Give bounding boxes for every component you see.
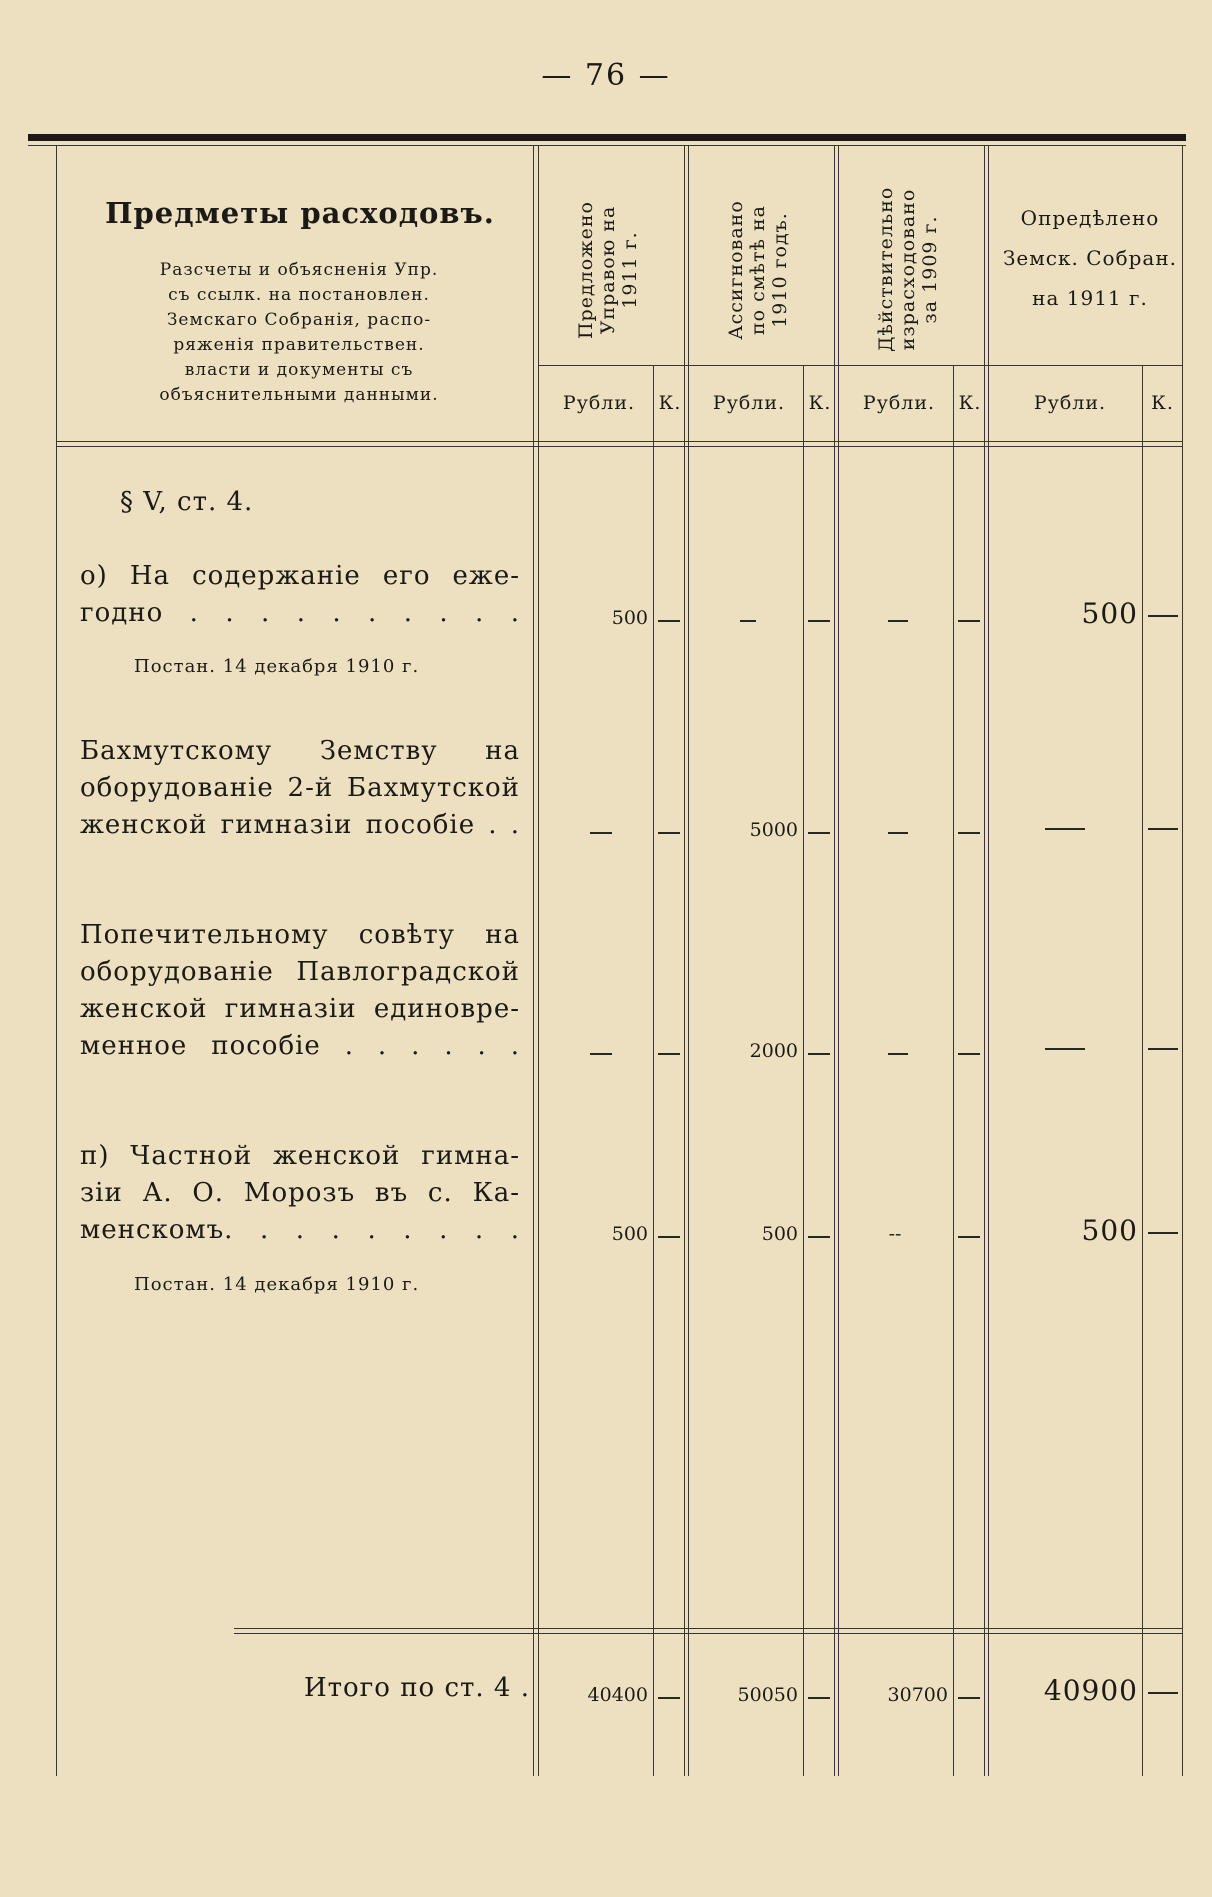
subject-column-note: Разсчеты и объясненія Упр. съ ссылк. на постановлен. Земскаго Собранія, распо- ряженія правительствен. власти и документы съ объяснительными данными. <box>159 260 439 405</box>
defined-rubles: 500 <box>1081 1214 1138 1247</box>
unit-kopeks: К. <box>808 392 832 414</box>
total-proposed-kop-dash <box>658 1697 680 1699</box>
column-divider <box>838 146 839 1776</box>
proposed-kop-dash <box>658 620 680 622</box>
row-text: Бахмутскому Земству на оборудованіе 2-й Бахмутской женской гимназіи пособіе . . <box>80 736 520 840</box>
assigned-rubles: 500 <box>761 1223 798 1245</box>
actual-kop-dash <box>958 832 980 834</box>
assigned-kop-dash <box>808 1053 830 1055</box>
defined-kop-dash <box>1148 1232 1178 1234</box>
kop-divider <box>653 366 654 1776</box>
assigned-rubles: 2000 <box>749 1040 798 1062</box>
header-subdivider <box>538 365 1182 366</box>
column-divider <box>684 146 685 1776</box>
assigned-kop-dash <box>808 620 830 622</box>
actual-rubles-dash <box>888 620 908 622</box>
row-note: Постан. 14 декабря 1910 г. <box>134 1274 420 1295</box>
row-text: о) На содержаніе его еже- годно . . . . . . . . . . <box>80 561 520 628</box>
defined-kop-dash <box>1148 1048 1178 1050</box>
defined-kop-dash <box>1148 615 1178 617</box>
column-divider <box>984 146 985 1776</box>
proposed-rubles: 500 <box>611 1223 648 1245</box>
proposed-kop-dash <box>658 1053 680 1055</box>
defined-rubles-dash <box>1045 828 1085 830</box>
row-text: п) Частной женской гимна- зіи А. О. Морозъ въ с. Ка- менскомъ. . . . . . . . . <box>80 1141 520 1245</box>
column-divider <box>688 146 689 1776</box>
row-note: Постан. 14 декабря 1910 г. <box>134 656 420 677</box>
unit-rubles: Рубли. <box>862 392 936 414</box>
page-number: — 76 — <box>541 58 671 93</box>
table-left-border <box>56 146 57 1776</box>
row-text: Попечительному совѣту на оборудованіе Павлоградской женской гимназіи единовре- менное пособіе . . . . . . <box>80 920 520 1061</box>
defined-kop-dash <box>1148 828 1178 830</box>
total-proposed-rubles: 40400 <box>587 1684 648 1706</box>
unit-kopeks: К. <box>958 392 982 414</box>
proposed-kop-dash <box>658 832 680 834</box>
section-title: § V, ст. 4. <box>120 487 254 517</box>
column-divider <box>834 146 835 1776</box>
total-actual-rubles: 30700 <box>887 1684 948 1706</box>
assigned-rubles-dash <box>740 620 756 622</box>
total-label: Итого по ст. 4 . <box>303 1673 530 1703</box>
kop-divider <box>803 366 804 1776</box>
actual-kop-dash <box>958 1053 980 1055</box>
top-rule-thin <box>28 145 1186 146</box>
header-bottom-rule <box>56 441 1182 442</box>
proposed-kop-dash <box>658 1236 680 1238</box>
total-rule <box>234 1633 1182 1634</box>
column-divider <box>538 146 539 1776</box>
unit-rubles: Рубли. <box>562 392 636 414</box>
unit-kopeks: К. <box>658 392 682 414</box>
actual-rubles-dash <box>888 832 908 834</box>
total-defined-rubles: 40900 <box>1043 1674 1138 1707</box>
defined-column-header: Опредѣлено Земск. Собран. на 1911 г. <box>1002 206 1178 310</box>
total-rule <box>234 1628 1182 1629</box>
assigned-kop-dash <box>808 832 830 834</box>
kop-divider <box>953 366 954 1776</box>
top-rule <box>28 134 1186 141</box>
unit-rubles: Рубли. <box>1033 392 1107 414</box>
actual-kop-dash <box>958 620 980 622</box>
unit-kopeks: К. <box>1151 392 1174 414</box>
actual-rubles: -- <box>888 1223 902 1245</box>
assigned-rubles: 5000 <box>749 819 798 841</box>
column-divider <box>533 146 534 1776</box>
kop-divider <box>1142 366 1143 1776</box>
document-page: — 76 — Предметы расходовъ. Разсчеты и объясненія Упр. съ ссылк. на постановлен. Земскаго Собранія, распо- ряженія правительствен. власти и документы съ объяснительными данными. Предложено Управою на 1911 г. Ассигновано по смѣтѣ на 1910 годъ. Дѣйствительно израсходовано за 1909 г. Опредѣлено Земск. Собран. на 1911 г. Рубли. К. Рубли. К. Рубли. К. Рубли. К. § V, ст. 4. о) На содержаніе его еже- годно . . . . . . . . . . Постан. 14 декабря 1910 г. 500 500 Бахмутскому Земству на оборудованіе 2-й Бахмутской женской гимназіи пособіе . . 5000 Попечительному совѣту на оборудованіе Павлоградской женской гимназіи единовре- менное пособіе . . . . . . 2000 п) Частной женской гимна- зіи А. О. Морозъ въ с. Ка- менскомъ. . . . . . . . . Постан. 14 декабря 1910 г. 500 500 -- 500 Итого по ст. 4 . 40400 50050 30700 40900 <box>0 0 1212 1897</box>
proposed-rubles-dash <box>590 832 612 834</box>
actual-kop-dash <box>958 1236 980 1238</box>
total-assigned-kop-dash <box>808 1697 830 1699</box>
subject-column-title: Предметы расходовъ. <box>105 196 495 230</box>
table-right-border <box>1182 146 1183 1776</box>
proposed-rubles: 500 <box>611 607 648 629</box>
header-bottom-rule <box>56 446 1182 447</box>
assigned-kop-dash <box>808 1236 830 1238</box>
actual-rubles-dash <box>888 1053 908 1055</box>
defined-rubles-dash <box>1045 1048 1085 1050</box>
total-actual-kop-dash <box>958 1697 980 1699</box>
total-defined-kop-dash <box>1148 1692 1178 1694</box>
defined-rubles: 500 <box>1081 597 1138 630</box>
proposed-rubles-dash <box>590 1053 612 1055</box>
total-assigned-rubles: 50050 <box>737 1684 798 1706</box>
unit-rubles: Рубли. <box>712 392 786 414</box>
column-divider <box>988 146 989 1776</box>
